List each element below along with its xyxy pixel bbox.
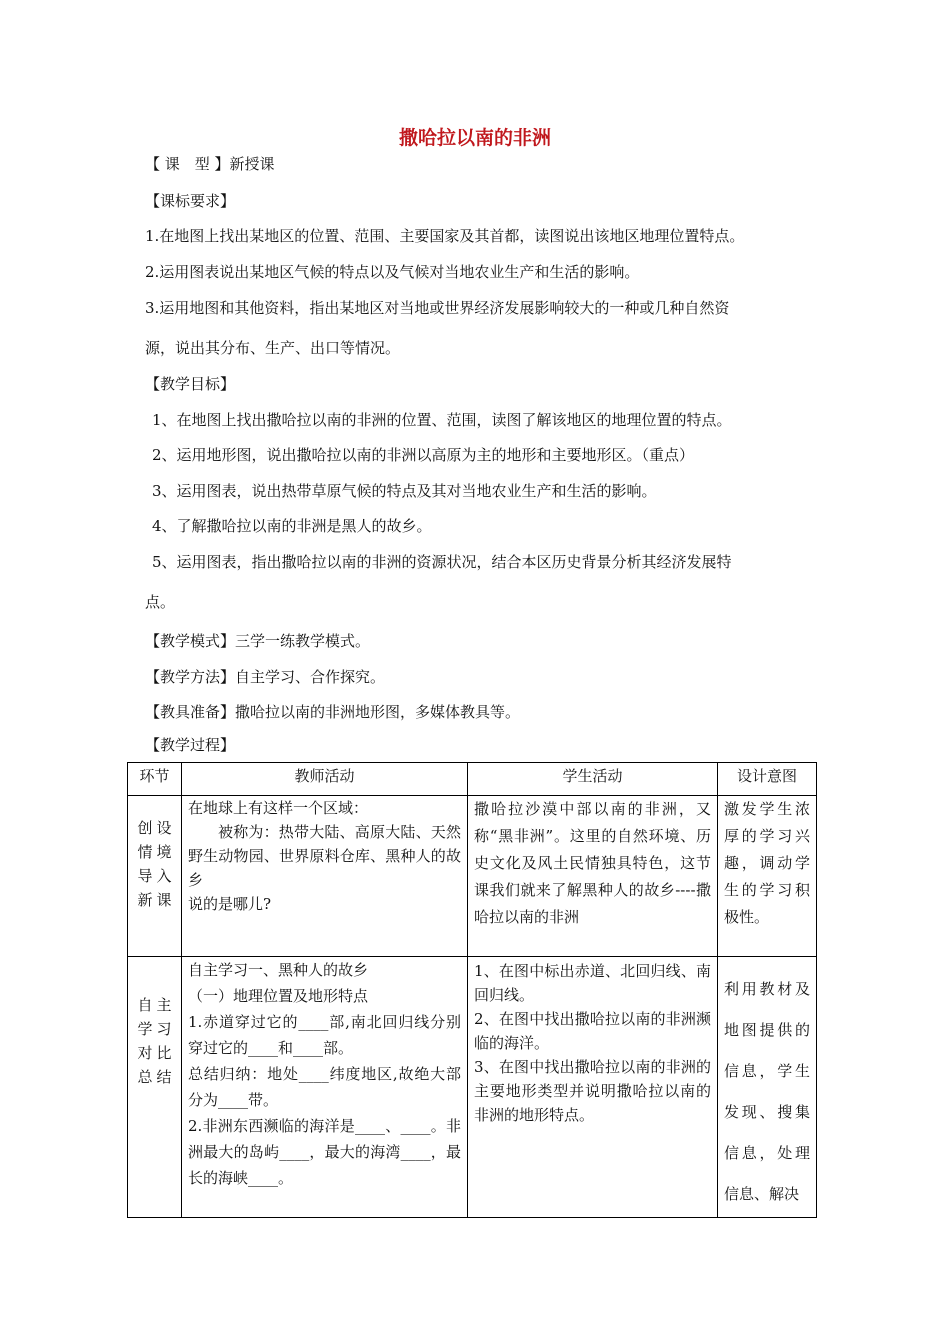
student-line: 1、在图中标出赤道、北回归线、南回归线。	[474, 962, 711, 1004]
goal-item: 1、在地图上找出撒哈拉以南的非洲的位置、范围，读图了解该地区的地理位置的特点。	[152, 411, 732, 429]
teaching-method: 【教学方法】自主学习、合作探究。	[145, 668, 386, 686]
student-cell	[468, 957, 718, 1218]
curriculum-item: 2.运用图表说出某地区气候的特点以及气候对当地农业生产和生活的影响。	[145, 263, 640, 281]
purpose-text: 利用教材及地图提供的信息，学生发现、搜集信息，处理信息、解决	[724, 980, 810, 1203]
teacher-cell	[182, 957, 468, 1218]
table-header: 设计意图	[718, 763, 817, 796]
teacher-line: 说的是哪儿?	[188, 895, 272, 913]
curriculum-item: 1.在地图上找出某地区的位置、范围、主要国家及其首都，读图说出该地区地理位置特点。	[145, 227, 745, 245]
stage-cell	[128, 957, 182, 1218]
table-header: 教师活动	[182, 763, 468, 796]
teacher-line: 总结归纳：地处____纬度地区,故绝大部分为____带。	[188, 1065, 461, 1109]
document-title: 撒哈拉以南的非洲	[398, 127, 551, 149]
purpose-cell	[718, 957, 817, 1218]
stage-label: 自主学习对比总结	[137, 996, 172, 1086]
teacher-line: 被称为：热带大陆、高原大陆、天然野生动物园、世界原料仓库、黑种人的故乡	[188, 823, 461, 889]
curriculum-item: 3.运用地图和其他资料，指出某地区对当地或世界经济发展影响较大的一种或几种自然资	[145, 299, 730, 317]
student-line: 2、在图中找出撒哈拉以南的非洲濒临的海洋。	[474, 1010, 711, 1052]
process-table	[127, 762, 817, 1218]
stage-cell	[128, 796, 182, 957]
goal-item: 4、了解撒哈拉以南的非洲是黑人的故乡。	[152, 517, 432, 535]
goal-item: 3、运用图表，说出热带草原气候的特点及其对当地农业生产和生活的影响。	[152, 482, 657, 500]
teacher-line: 自主学习一、黑种人的故乡	[188, 961, 369, 979]
teacher-line: 在地球上有这样一个区域：	[188, 799, 369, 817]
table-row	[128, 957, 817, 1218]
student-text: 撒哈拉沙漠中部以南的非洲，又称“黑非洲”。这里的自然环境、历史文化及风土民情独具特色，这节课我们就来了解黑种人的故乡----撒哈拉以南的非洲	[474, 800, 711, 926]
process-heading: 【教学过程】	[145, 736, 236, 754]
teacher-line: 2.非洲东西濒临的海洋是____、____。非洲最大的岛屿____，最大的海湾____，最长的海峡____。	[188, 1117, 461, 1187]
curriculum-heading: 【课标要求】	[145, 192, 236, 210]
purpose-text: 激发学生浓厚的学习兴趣，调动学生的学习积极性。	[724, 800, 810, 926]
goals-heading: 【教学目标】	[145, 375, 236, 393]
goal-item: 点。	[145, 593, 176, 611]
teacher-cell	[182, 796, 468, 957]
table-row	[128, 796, 817, 957]
student-line: 3、在图中找出撒哈拉以南的非洲的主要地形类型并说明撒哈拉以南的非洲的地形特点。	[474, 1058, 711, 1124]
goal-item: 5、运用图表，指出撒哈拉以南的非洲的资源状况，结合本区历史背景分析其经济发展特	[152, 553, 732, 571]
table-header: 学生活动	[468, 763, 718, 796]
teaching-tools: 【教具准备】撒哈拉以南的非洲地形图，多媒体教具等。	[145, 703, 521, 721]
student-cell	[468, 796, 718, 957]
teacher-line: 1.赤道穿过它的____部,南北回归线分别穿过它的____和____部。	[188, 1013, 461, 1057]
lesson-type: 【 课 型 】新授课	[145, 155, 275, 173]
purpose-cell	[718, 796, 817, 957]
curriculum-item: 源，说出其分布、生产、出口等情况。	[145, 339, 401, 357]
teaching-mode: 【教学模式】三学一练教学模式。	[145, 632, 371, 650]
table-header: 环节	[128, 763, 182, 796]
stage-label: 创设情境导入新课	[137, 819, 172, 909]
teacher-line: （一）地理位置及地形特点	[188, 987, 369, 1005]
table-header-row	[128, 763, 817, 796]
goal-item: 2、运用地形图，说出撒哈拉以南的非洲以高原为主的地形和主要地形区。（重点）	[152, 446, 695, 464]
